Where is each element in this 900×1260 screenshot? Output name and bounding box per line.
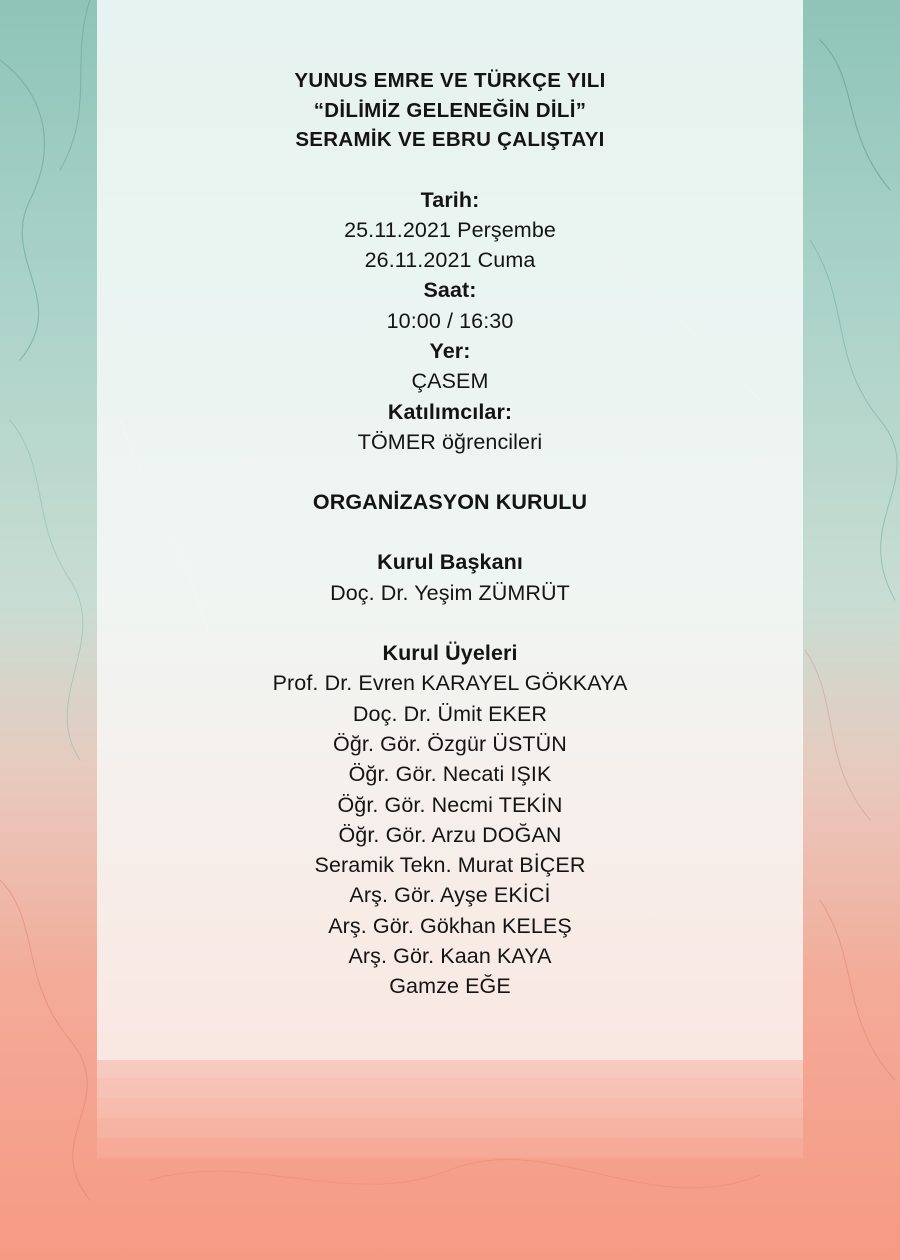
title-line-1: YUNUS EMRE VE TÜRKÇE YILI	[294, 69, 606, 92]
time-value: 10:00 / 16:30	[386, 308, 514, 333]
participants-value: TÖMER öğrencileri	[357, 429, 543, 454]
members-label: Kurul Üyeleri	[382, 641, 518, 666]
member-name: Seramik Tekn. Murat BİÇER	[314, 853, 586, 878]
title-line-2: “DİLİMİZ GELENEĞİN DİLİ”	[313, 98, 587, 122]
date-value: 26.11.2021 Cuma	[364, 248, 536, 273]
member-name: Gamze EĞE	[389, 974, 511, 999]
member-name: Öğr. Gör. Özgür ÜSTÜN	[333, 731, 567, 756]
place-label: Yer:	[429, 338, 471, 363]
member-name: Arş. Gör. Kaan KAYA	[348, 944, 552, 969]
member-name: Arş. Gör. Ayşe EKİCİ	[349, 883, 551, 908]
date-label: Tarih:	[420, 187, 480, 212]
member-name: Prof. Dr. Evren KARAYEL GÖKKAYA	[272, 671, 628, 696]
members-list	[97, 668, 803, 1001]
chair-name: Doç. Dr. Yeşim ZÜMRÜT	[330, 580, 570, 605]
title-line-3: SERAMİK VE EBRU ÇALIŞTAYI	[295, 128, 605, 151]
chair-label: Kurul Başkanı	[377, 550, 523, 575]
announcement	[97, 66, 803, 1002]
time-label: Saat:	[423, 278, 477, 303]
member-name: Öğr. Gör. Necmi TEKİN	[337, 792, 563, 817]
place-value: ÇASEM	[411, 369, 489, 394]
member-name: Öğr. Gör. Arzu DOĞAN	[338, 822, 562, 847]
event-title	[97, 66, 803, 155]
participants-label: Katılımcılar:	[387, 399, 513, 424]
member-name: Arş. Gör. Gökhan KELEŞ	[328, 913, 572, 938]
member-name: Doç. Dr. Ümit EKER	[352, 701, 548, 726]
date-value: 25.11.2021 Perşembe	[344, 217, 556, 242]
committee-heading: ORGANİZASYON KURULU	[312, 490, 588, 515]
member-name: Öğr. Gör. Necati IŞIK	[348, 762, 552, 787]
event-details	[97, 185, 803, 458]
